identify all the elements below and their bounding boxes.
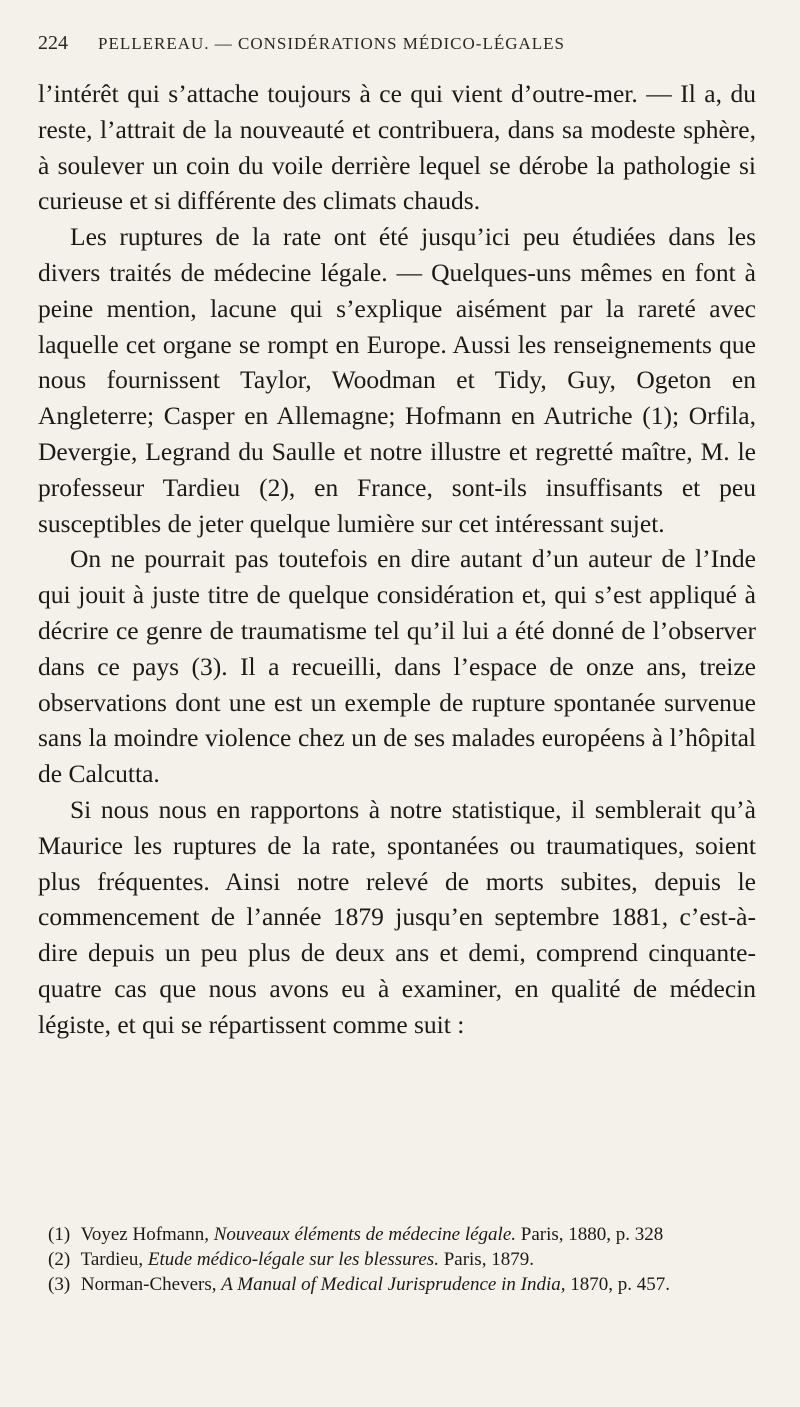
paragraph-3: On ne pourrait pas toutefois en dire autant d’un auteur de l’Inde qui jouit à juste titre de quelque considération et, qui s’est appliqué à décrire ce genre de traumatisme tel qu’il lui a été donné de l’observer dans ce pays (3). Il a recueilli, dans l’espace de onze ans, treize observations dont une est un exemple de rupture spontanée survenue sans la moindre violence chez un de ses malades européens à l’hôpital de Calcutta. [38,544,756,789]
footnote-2 [38,1247,756,1272]
running-head-title: PELLEREAU. — CONSIDÉRATIONS MÉDICO-LÉGALES [98,34,565,53]
footnote-marker: (3) [48,1274,71,1295]
paragraph-4: Si nous nous en rapportons à notre statistique, il semblerait qu’à Maurice les ruptures de la rate, spontanées ou traumatiques, soient plus fréquentes. Ainsi notre relevé de morts subites, depuis le commencement de l’année 1879 jusqu’en septembre 1881, c’est-à-dire depuis un peu plus de deux ans et demi, comprend cinquante-quatre cas que nous avons eu à examiner, en qualité de médecin légiste, et qui se répartissent comme suit : [38,794,756,1039]
paragraph-1: l’intérêt qui s’attache toujours à ce qui vient d’outre-mer. — Il a, du reste, l’attrait de la nouveauté et contribuera, dans sa modeste sphère, à soulever un coin du voile derrière lequel se dérobe la pathologie si curieuse et si différente des climats chauds. [38,79,756,216]
footnote-details: Paris, 1879. [443,1249,534,1270]
footnote-3 [38,1272,756,1297]
page-number: 224 [38,32,68,54]
footnote-work: A Manual of Medical Jurisprudence in India, [221,1274,566,1295]
running-head [38,32,756,62]
footnote-details: Paris, 1880, p. 328 [520,1224,664,1245]
footnote-author: Voyez Hofmann, [80,1224,209,1245]
footnote-marker: (1) [48,1224,71,1245]
footnote-1 [38,1222,756,1247]
footnote-work: Etude médico-légale sur les blessures. [147,1249,439,1270]
footnote-author: Tardieu, [80,1249,144,1270]
footnotes [38,1222,756,1297]
footnote-author: Norman-Chevers, [80,1274,217,1295]
footnote-work: Nouveaux éléments de médecine légale. [213,1224,517,1245]
footnote-marker: (2) [48,1249,71,1270]
body-text [38,76,756,1043]
footnote-details: 1870, p. 457. [570,1274,670,1295]
paragraph-2: Les ruptures de la rate ont été jusqu’ici peu étudiées dans les divers traités de médecine légale. — Quelques-uns mêmes en font à peine mention, lacune qui s’explique aisément par la rareté avec laquelle cet organe se rompt en Europe. Aussi les renseignements que nous fournissent Taylor, Woodman et Tidy, Guy, Ogeton en Angleterre; Casper en Allemagne; Hofmann en Autriche (1); Orfila, Devergie, Legrand du Saulle et notre illustre et regretté maître, M. le professeur Tardieu (2), en France, sont-ils insuffisants et peu susceptibles de jeter quelque lumière sur cet intéressant sujet. [38,222,756,538]
